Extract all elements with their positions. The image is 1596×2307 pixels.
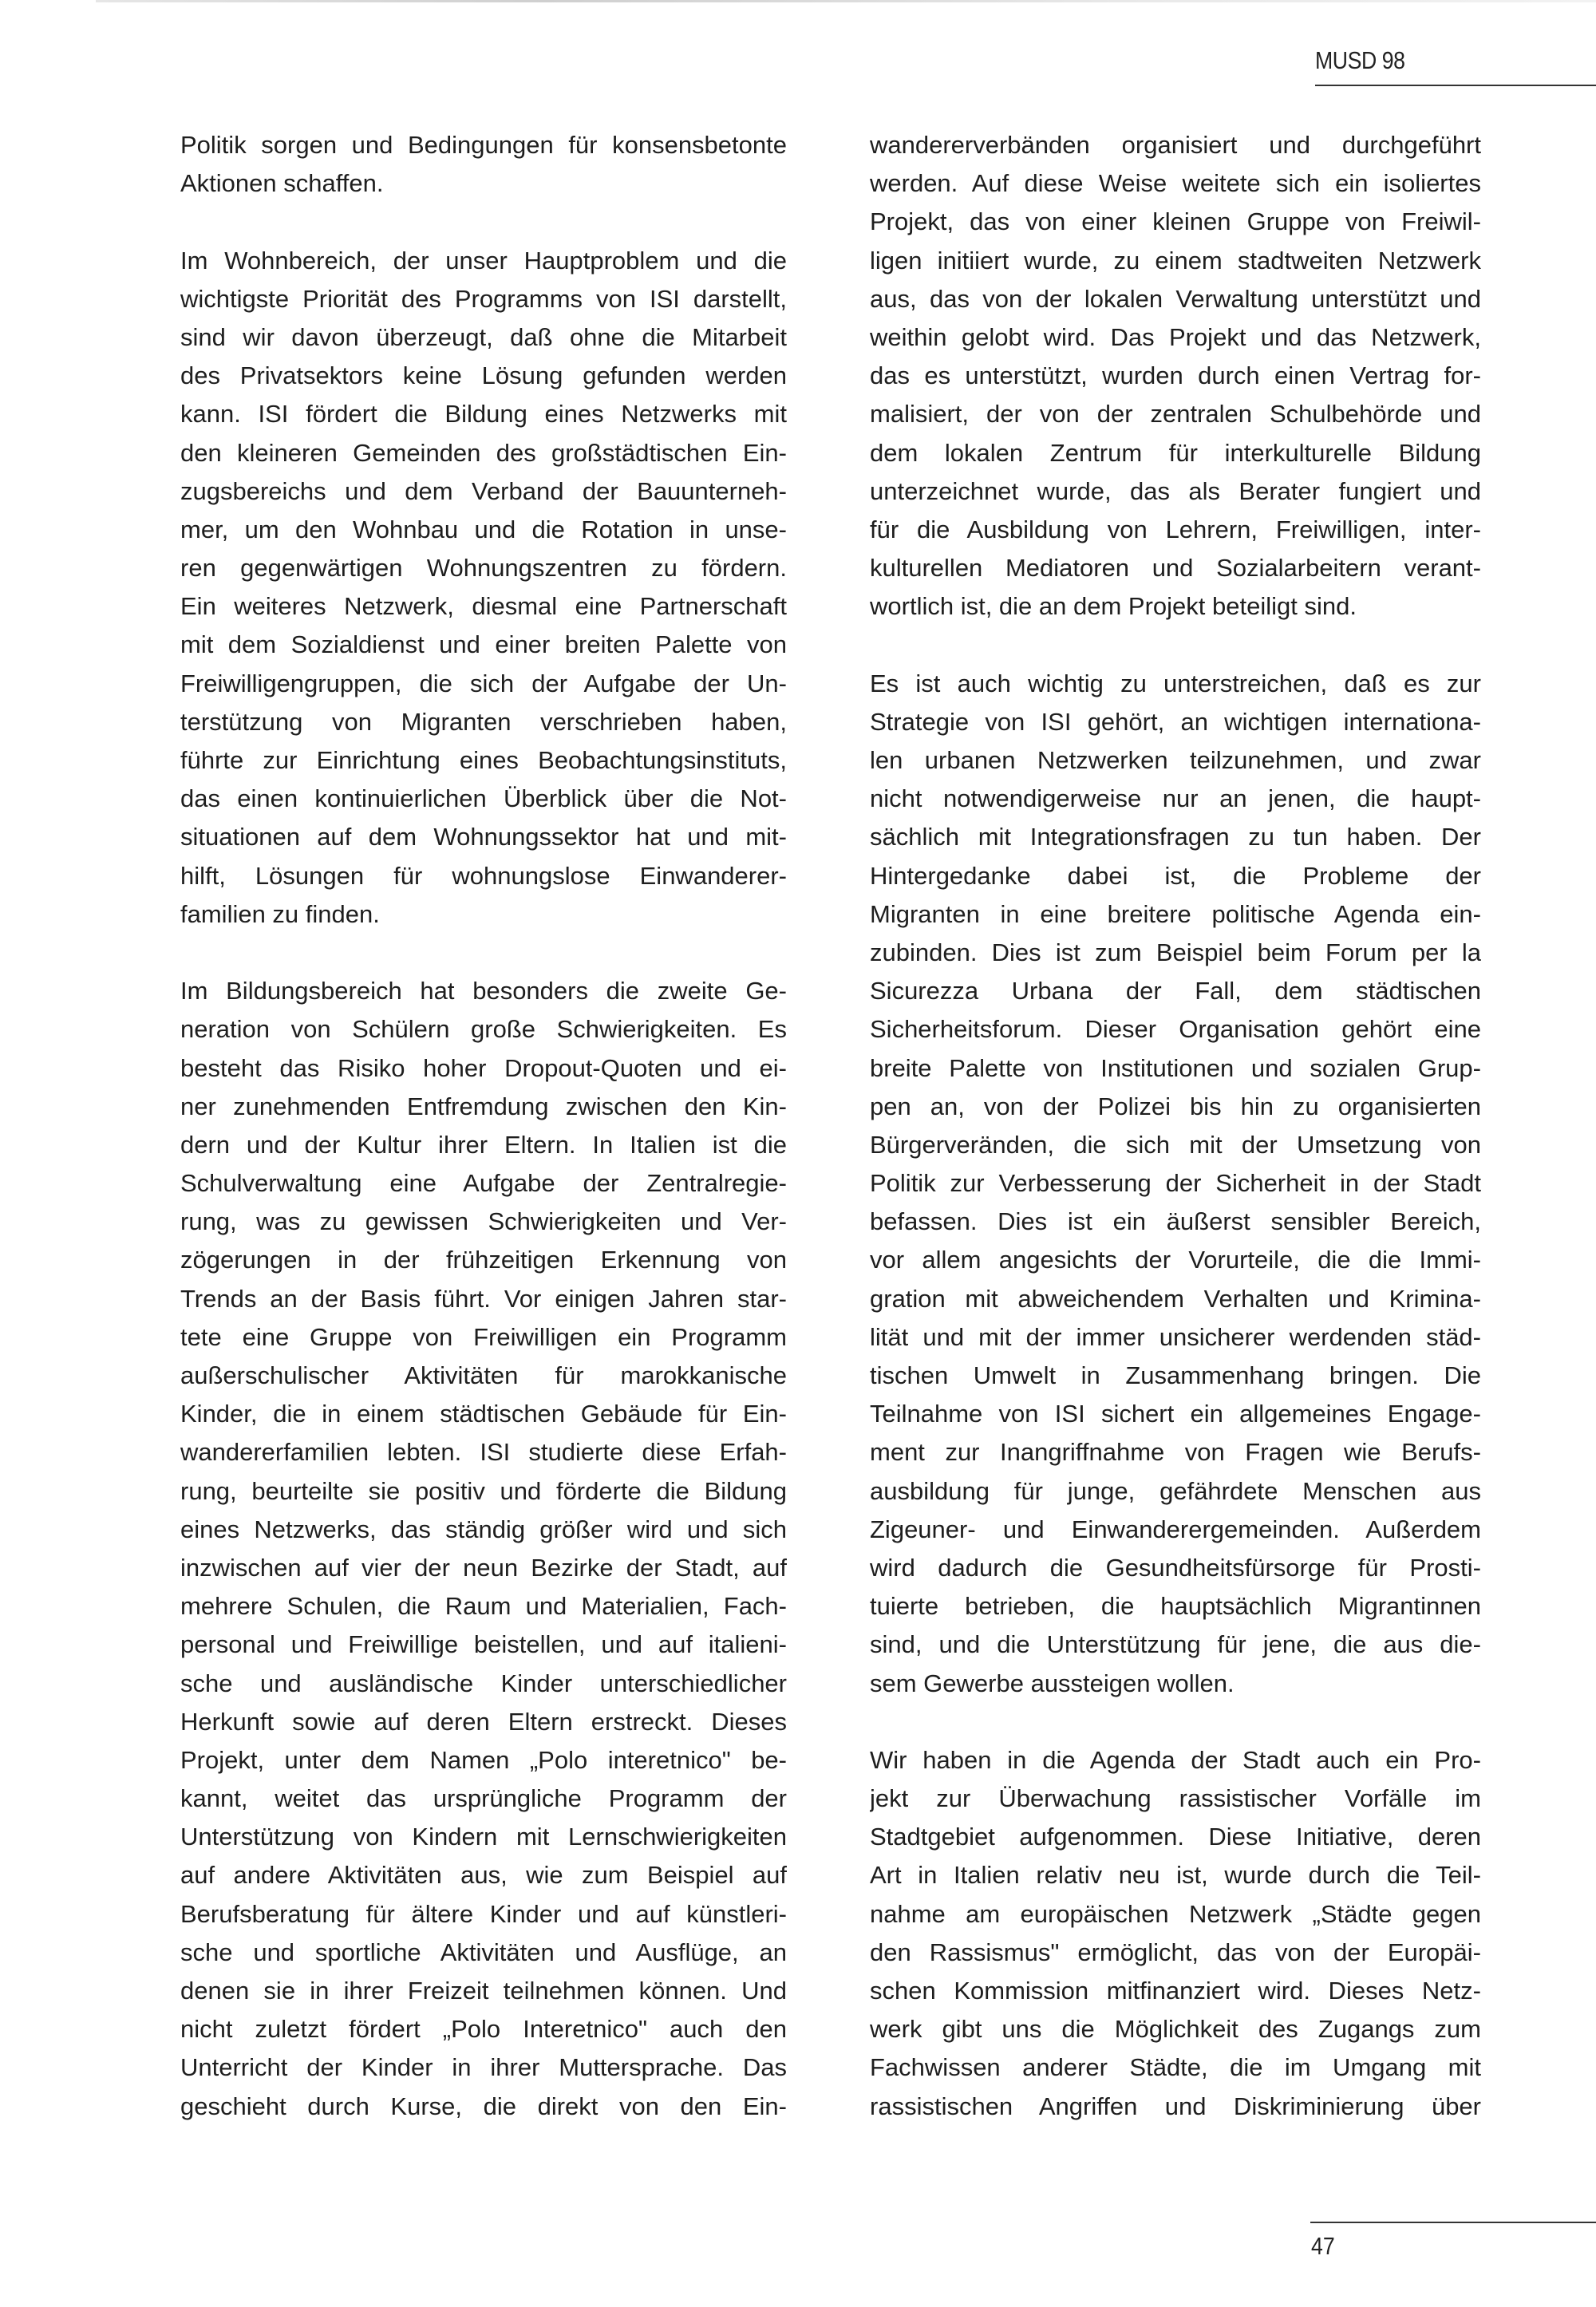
- text-line: Bürgerveränden, die sich mit der Umsetzung von: [870, 1130, 1481, 1159]
- text-line: len urbanen Netzwerken teilzunehmen, und zwar: [870, 746, 1481, 775]
- text-line: Sicherheitsforum. Dieser Organisation gehört eine: [870, 1015, 1481, 1044]
- text-line: weithin gelobt wird. Das Projekt und das Netzwerk,: [870, 322, 1481, 351]
- text-line: Aktionen schaffen.: [180, 169, 384, 198]
- text-line: denen sie in ihrer Freizeit teilnehmen können. Und: [180, 1977, 787, 2005]
- text-line: zugsbereichs und dem Verband der Bauunterneh-: [180, 476, 787, 505]
- text-line: breite Palette von Institutionen und sozialen Grup-: [870, 1053, 1481, 1082]
- text-line: wortlich ist, die an dem Projekt beteiligt sind.: [870, 592, 1357, 621]
- paragraph: [180, 242, 787, 934]
- text-line: Art in Italien relativ neu ist, wurde durch die Teil-: [870, 1861, 1481, 1890]
- text-line: ner zunehmenden Entfremdung zwischen den Kin-: [180, 1092, 787, 1120]
- text-line: Projekt, das von einer kleinen Gruppe von Freiwil-: [870, 207, 1481, 236]
- header-rule: [1315, 85, 1596, 86]
- text-line: situationen auf dem Wohnungssektor hat und mit-: [180, 823, 787, 851]
- text-line: mehrere Schulen, die Raum und Materialien, Fach-: [180, 1592, 787, 1621]
- text-line: Stadtgebiet aufgenommen. Diese Initiative, deren: [870, 1823, 1481, 1851]
- footer-rule: [1310, 2222, 1596, 2223]
- text-line: mit dem Sozialdienst und einer breiten Palette von: [180, 630, 787, 659]
- text-line: Projekt, unter dem Namen „Polo interetnico" be-: [180, 1745, 787, 1774]
- text-line: sche und ausländische Kinder unterschiedlicher: [180, 1669, 787, 1697]
- text-line: Freiwilligengruppen, die sich der Aufgabe der Un-: [180, 669, 787, 697]
- text-line: vor allem angesichts der Vorurteile, die die Immi-: [870, 1246, 1481, 1274]
- text-line: Unterstützung von Kindern mit Lernschwierigkeiten: [180, 1823, 787, 1851]
- text-line: auf andere Aktivitäten aus, wie zum Beispiel auf: [180, 1861, 787, 1890]
- text-line: Strategie von ISI gehört, an wichtigen internationa-: [870, 707, 1481, 736]
- text-line: Kinder, die in einem städtischen Gebäude für Ein-: [180, 1400, 787, 1428]
- text-line: ment zur Inangriffnahme von Fragen wie Berufs-: [870, 1438, 1481, 1467]
- text-line: unterzeichnet wurde, das als Berater fungiert und: [870, 476, 1481, 505]
- text-line: dem lokalen Zentrum für interkulturelle Bildung: [870, 438, 1481, 467]
- text-line: besteht das Risiko hoher Dropout-Quoten und ei-: [180, 1053, 787, 1082]
- text-line: Es ist auch wichtig zu unterstreichen, daß es zur: [870, 669, 1481, 697]
- paragraph: [870, 126, 1481, 626]
- text-line: Politik zur Verbesserung der Sicherheit in der Stadt: [870, 1169, 1481, 1198]
- text-line: außerschulischer Aktivitäten für marokkanische: [180, 1361, 787, 1390]
- text-line: zögerungen in der frühzeitigen Erkennung von: [180, 1246, 787, 1274]
- text-line: eines Netzwerks, das ständig größer wird und sich: [180, 1515, 787, 1543]
- text-line: terstützung von Migranten verschrieben haben,: [180, 707, 787, 736]
- text-line: Migranten in eine breitere politische Agenda ein-: [870, 899, 1481, 928]
- text-line: kannt, weitet das ursprüngliche Programm der: [180, 1784, 787, 1813]
- text-line: Schulverwaltung eine Aufgabe der Zentralregie-: [180, 1169, 787, 1198]
- text-line: tuierte betrieben, die hauptsächlich Migrantinnen: [870, 1592, 1481, 1621]
- text-line: tischen Umwelt in Zusammenhang bringen. Die: [870, 1361, 1481, 1390]
- text-line: ren gegenwärtigen Wohnungszentren zu fördern.: [180, 554, 787, 583]
- text-line: Im Wohnbereich, der unser Hauptproblem und die: [180, 246, 787, 275]
- paragraph: [180, 126, 787, 203]
- text-line: schen Kommission mitfinanziert wird. Dieses Netz-: [870, 1977, 1481, 2005]
- paragraph: [870, 665, 1481, 1703]
- text-line: Sicurezza Urbana der Fall, dem städtischen: [870, 977, 1481, 1005]
- page-number: 47: [1311, 2232, 1335, 2260]
- text-line: den Rassismus" ermöglicht, das von der Europäi-: [870, 1938, 1481, 1966]
- text-line: kulturellen Mediatoren und Sozialarbeitern verant-: [870, 554, 1481, 583]
- right-column: [870, 126, 1481, 2164]
- text-line: Hintergedanke dabei ist, die Probleme der: [870, 861, 1481, 890]
- text-line: sind wir davon überzeugt, daß ohne die Mitarbeit: [180, 322, 787, 351]
- text-line: werk gibt uns die Möglichkeit des Zugangs zum: [870, 2015, 1481, 2044]
- text-line: inzwischen auf vier der neun Bezirke der Stadt, auf: [180, 1553, 787, 1582]
- text-line: Unterricht der Kinder in ihrer Muttersprache. Das: [180, 2053, 787, 2082]
- text-line: ligen initiiert wurde, zu einem stadtweiten Netzwerk: [870, 246, 1481, 275]
- text-line: neration von Schülern große Schwierigkeiten. Es: [180, 1015, 787, 1044]
- text-line: Fachwissen anderer Städte, die im Umgang mit: [870, 2053, 1481, 2082]
- scan-edge: [96, 0, 1596, 2]
- text-line: nahme am europäischen Netzwerk „Städte gegen: [870, 1899, 1481, 1928]
- text-line: den kleineren Gemeinden des großstädtischen Ein-: [180, 438, 787, 467]
- text-line: wandererfamilien lebten. ISI studierte diese Erfah-: [180, 1438, 787, 1467]
- text-line: rassistischen Angriffen und Diskriminierung über: [870, 2092, 1481, 2120]
- text-line: aus, das von der lokalen Verwaltung unterstützt und: [870, 284, 1481, 313]
- text-line: werden. Auf diese Weise weitete sich ein isoliertes: [870, 169, 1481, 198]
- text-line: lität und mit der immer unsicherer werdenden städ-: [870, 1322, 1481, 1351]
- text-line: mer, um den Wohnbau und die Rotation in unse-: [180, 515, 787, 543]
- text-line: rung, was zu gewissen Schwierigkeiten und Ver-: [180, 1207, 787, 1236]
- text-line: sächlich mit Integrationsfragen zu tun haben. Der: [870, 823, 1481, 851]
- paragraph: [180, 972, 787, 2126]
- text-line: kann. ISI fördert die Bildung eines Netzwerks mit: [180, 400, 787, 429]
- text-line: sem Gewerbe aussteigen wollen.: [870, 1669, 1235, 1697]
- text-line: nicht zuletzt fördert „Polo Interetnico" auch den: [180, 2015, 787, 2044]
- text-line: Herkunft sowie auf deren Eltern erstreckt. Dieses: [180, 1707, 787, 1736]
- text-line: pen an, von der Polizei bis hin zu organisierten: [870, 1092, 1481, 1120]
- text-line: familien zu finden.: [180, 899, 380, 928]
- text-line: jekt zur Überwachung rassistischer Vorfälle im: [870, 1784, 1481, 1813]
- text-line: das einen kontinuierlichen Überblick über die Not-: [180, 784, 787, 813]
- text-line: Trends an der Basis führt. Vor einigen Jahren star-: [180, 1284, 787, 1313]
- left-column: [180, 126, 787, 2164]
- running-head: MUSD 98: [1315, 46, 1405, 74]
- text-line: dern und der Kultur ihrer Eltern. In Italien ist die: [180, 1130, 787, 1159]
- text-line: befassen. Dies ist ein äußerst sensibler Bereich,: [870, 1207, 1481, 1236]
- text-line: Teilnahme von ISI sichert ein allgemeines Engage-: [870, 1400, 1481, 1428]
- text-line: das es unterstützt, wurden durch einen Vertrag for-: [870, 361, 1481, 390]
- text-line: tete eine Gruppe von Freiwilligen ein Programm: [180, 1322, 787, 1351]
- text-line: Wir haben in die Agenda der Stadt auch ein Pro-: [870, 1745, 1481, 1774]
- text-line: ausbildung für junge, gefährdete Menschen aus: [870, 1476, 1481, 1505]
- text-line: sind, und die Unterstützung für jene, die aus die-: [870, 1630, 1481, 1659]
- text-line: gration mit abweichendem Verhalten und Krimina-: [870, 1284, 1481, 1313]
- text-line: für die Ausbildung von Lehrern, Freiwilligen, inter-: [870, 515, 1481, 543]
- text-line: hilft, Lösungen für wohnungslose Einwanderer-: [180, 861, 787, 890]
- text-line: führte zur Einrichtung eines Beobachtungsinstituts,: [180, 746, 787, 775]
- text-line: des Privatsektors keine Lösung gefunden werden: [180, 361, 787, 390]
- text-line: geschieht durch Kurse, die direkt von den Ein-: [180, 2092, 787, 2120]
- text-line: wird dadurch die Gesundheitsfürsorge für Prosti-: [870, 1553, 1481, 1582]
- text-line: zubinden. Dies ist zum Beispiel beim Forum per la: [870, 938, 1481, 966]
- text-line: Zigeuner- und Einwanderergemeinden. Außerdem: [870, 1515, 1481, 1543]
- text-line: personal und Freiwillige beistellen, und auf italieni-: [180, 1630, 787, 1659]
- text-line: malisiert, der von der zentralen Schulbehörde und: [870, 400, 1481, 429]
- text-line: wandererverbänden organisiert und durchgeführt: [870, 131, 1481, 159]
- text-line: Berufsberatung für ältere Kinder und auf künstleri-: [180, 1899, 787, 1928]
- text-line: rung, beurteilte sie positiv und förderte die Bildung: [180, 1476, 787, 1505]
- text-line: sche und sportliche Aktivitäten und Ausflüge, an: [180, 1938, 787, 1966]
- text-line: Ein weiteres Netzwerk, diesmal eine Partnerschaft: [180, 592, 787, 621]
- text-line: nicht notwendigerweise nur an jenen, die haupt-: [870, 784, 1481, 813]
- text-line: Politik sorgen und Bedingungen für konsensbetonte: [180, 131, 787, 159]
- text-line: wichtigste Priorität des Programms von ISI darstellt,: [180, 284, 787, 313]
- paragraph: [870, 1741, 1481, 2126]
- text-line: Im Bildungsbereich hat besonders die zweite Ge-: [180, 977, 787, 1005]
